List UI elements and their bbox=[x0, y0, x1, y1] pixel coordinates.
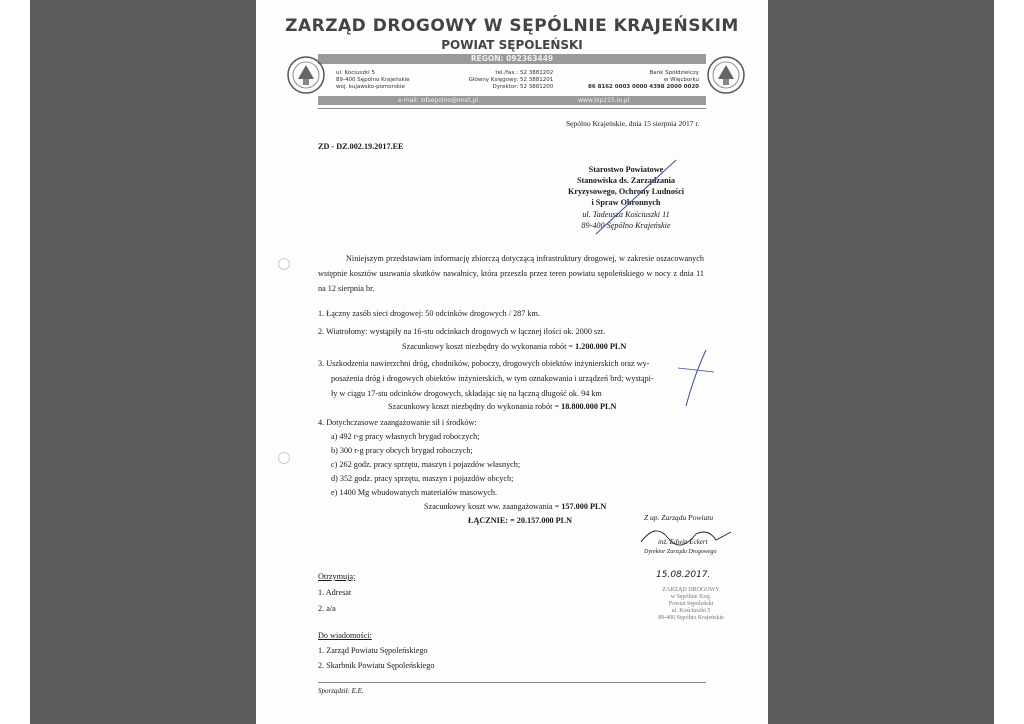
item-2: 2. Wiatrołomy: wystąpiły na 16-stu odcinkach drogowych w łącznej ilości ok. 2000 szt. bbox=[318, 327, 606, 336]
stamp-line: ul. Kościuszki 5 bbox=[671, 608, 711, 614]
item-4-sub: b) 300 r-g pracy obcych brygad roboczych; bbox=[331, 446, 473, 455]
viewer-gutter-left bbox=[30, 0, 256, 724]
signature-role: Dyrektor Zarządu Drogowego bbox=[644, 549, 717, 555]
letterhead-bank bbox=[586, 70, 699, 91]
phone-value: 52 3881200 bbox=[520, 84, 554, 90]
received-item: 2. a/a bbox=[318, 604, 336, 613]
stamp-line: 89-400 Sępólno Krajeńskie bbox=[658, 615, 724, 621]
phone-label: Dyrektor: bbox=[492, 84, 519, 90]
office-stamp bbox=[636, 587, 746, 622]
phone-label: tel./fax.: bbox=[495, 70, 519, 76]
recipient-street: ul. Tadeusza Kościuszki 11 bbox=[582, 210, 670, 219]
intro-paragraph: Niniejszym przedstawiam informację zbiorczą dotyczącą infrastruktury drogowej, w zakresie oszacowanych wstępnie kosztów usuwania skutków nawałnicy, która przeszła przez teren powiatu sępoleńskiego w nocy z dnia 11 na 12 sierpnia br. bbox=[318, 254, 704, 293]
signature-for-line: Z up. Zarządu Powiatu bbox=[644, 513, 714, 522]
website-text: www.bip215.io.pl bbox=[578, 97, 630, 104]
handwritten-date: 15.08.2017. bbox=[656, 570, 711, 580]
letterhead-divider bbox=[318, 108, 706, 109]
handwritten-mark-icon bbox=[676, 348, 716, 408]
item-4-cost bbox=[424, 501, 606, 512]
regon-bar: REGON: 092363449 bbox=[318, 54, 706, 64]
letterhead-subtitle: POWIAT SĘPOLEŃSKI bbox=[441, 38, 583, 52]
reference-number: ZD - DZ.002.19.2017.EE bbox=[318, 142, 404, 151]
item-3-line: 3. Uszkodzenia nawierzchni dróg, chodników, poboczy, drogowych obiektów inżynierskich oraz wy- bbox=[318, 359, 650, 368]
info-item: 2. Skarbnik Powiatu Sępoleńskiego bbox=[318, 661, 435, 670]
address-line: ul. Kociuszki 5 bbox=[336, 70, 375, 76]
cost-value: 157.000 PLN bbox=[561, 502, 607, 511]
item-4-sub: e) 1400 Mg wbudowanych materiałów masowych. bbox=[331, 488, 497, 497]
recipient-line: Stanowiska ds. Zarządzania bbox=[576, 176, 676, 185]
punch-hole bbox=[278, 258, 290, 270]
bank-line: Bank Spółdzielczy bbox=[649, 70, 699, 76]
punch-hole bbox=[278, 452, 290, 464]
info-item: 1. Zarząd Powiatu Sępoleńskiego bbox=[318, 646, 428, 655]
recipient-city: 89-400 Sępólno Krajeńskie bbox=[581, 221, 671, 230]
bank-line: w Więcborku bbox=[663, 77, 699, 83]
place-date: Sępólno Krajeńskie, dnia 15 sierpnia 2017 r. bbox=[566, 119, 700, 128]
letterhead-title: ZARZĄD DROGOWY W SĘPÓLNIE KRAJEŃSKIM bbox=[285, 16, 739, 36]
prepared-by: Sporządził: E.E. bbox=[318, 687, 364, 695]
contact-bar bbox=[318, 96, 706, 105]
letterhead-phones bbox=[468, 70, 558, 91]
letterhead-address bbox=[336, 70, 410, 91]
item-3-line: posażenia dróg i drogowych obiektów inżynierskich, w tym oznakowania i urządzeń brd; wystąpi- bbox=[331, 374, 654, 383]
phone-label: Główny Księgowy: bbox=[468, 77, 519, 83]
cost-label: Szacunkowy koszt niezbędny do wykonania robót = bbox=[402, 342, 576, 351]
phone-value: 52 3881202 bbox=[520, 70, 554, 76]
item-4: 4. Dotychczasowe zaangażowanie sił i środków: bbox=[318, 418, 477, 427]
cost-value: 1.200.000 PLN bbox=[575, 342, 627, 351]
item-2-cost bbox=[402, 341, 626, 352]
received-heading: Otrzymują: bbox=[318, 572, 356, 581]
county-seal-icon bbox=[286, 55, 326, 95]
viewer-gutter-right bbox=[768, 0, 994, 724]
document-page bbox=[256, 0, 768, 724]
info-heading: Do wiadomości: bbox=[318, 631, 372, 640]
address-line: 89-400 Sępólno Krajeńskie bbox=[336, 77, 410, 83]
item-4-sub: d) 352 godz. pracy sprzętu, maszyn i pojazdów obcych; bbox=[331, 474, 514, 483]
cost-value: 18.800.000 PLN bbox=[561, 402, 617, 411]
county-seal-icon bbox=[706, 55, 746, 95]
item-3-cost bbox=[388, 401, 616, 412]
stamp-line: ZARZĄD DROGOWY bbox=[662, 587, 720, 593]
item-4-sub: c) 262 godz. pracy sprzętu, maszyn i pojazdów własnych; bbox=[331, 460, 521, 469]
grand-total: ŁĄCZNIE: = 20.157.000 PLN bbox=[468, 516, 573, 525]
received-item: 1. Adresat bbox=[318, 588, 352, 597]
item-1: 1. Łączny zasób sieci drogowej: 50 odcinków drogowych / 287 km. bbox=[318, 309, 540, 318]
recipient-line: i Spraw Obronnych bbox=[591, 198, 661, 207]
bank-account: 86 8162 0003 0000 4398 2000 0020 bbox=[588, 84, 699, 90]
phone-value: 52 3881201 bbox=[520, 77, 554, 83]
address-line: woj. kujawsko-pomorskie bbox=[336, 84, 405, 90]
item-4-sub: a) 492 r-g pracy własnych brygad roboczych; bbox=[331, 432, 480, 441]
handwritten-strike-icon bbox=[586, 158, 686, 236]
stamp-line: w Sępólnie Kraj. bbox=[670, 594, 712, 600]
item-3-line: ły w ciągu 17-stu odcinków drogowych, składając się na łączną długość ok. 94 km bbox=[331, 389, 602, 398]
recipient-line: Starostwo Powiatowe bbox=[588, 165, 664, 174]
footer-divider bbox=[318, 682, 706, 683]
cost-label: Szacunkowy koszt ww. zaangażowania = bbox=[424, 502, 562, 511]
stamp-line: Powiat Sępoleński bbox=[668, 601, 714, 607]
email-text: e-mail: zdsepolno@onet.pl bbox=[398, 97, 478, 104]
signature-name: inż. Edwin Eckert bbox=[658, 538, 708, 546]
recipient-line: Kryzysowego, Ochrony Ludności bbox=[567, 187, 685, 196]
cost-label: Szacunkowy koszt niezbędny do wykonania robót = bbox=[388, 402, 562, 411]
